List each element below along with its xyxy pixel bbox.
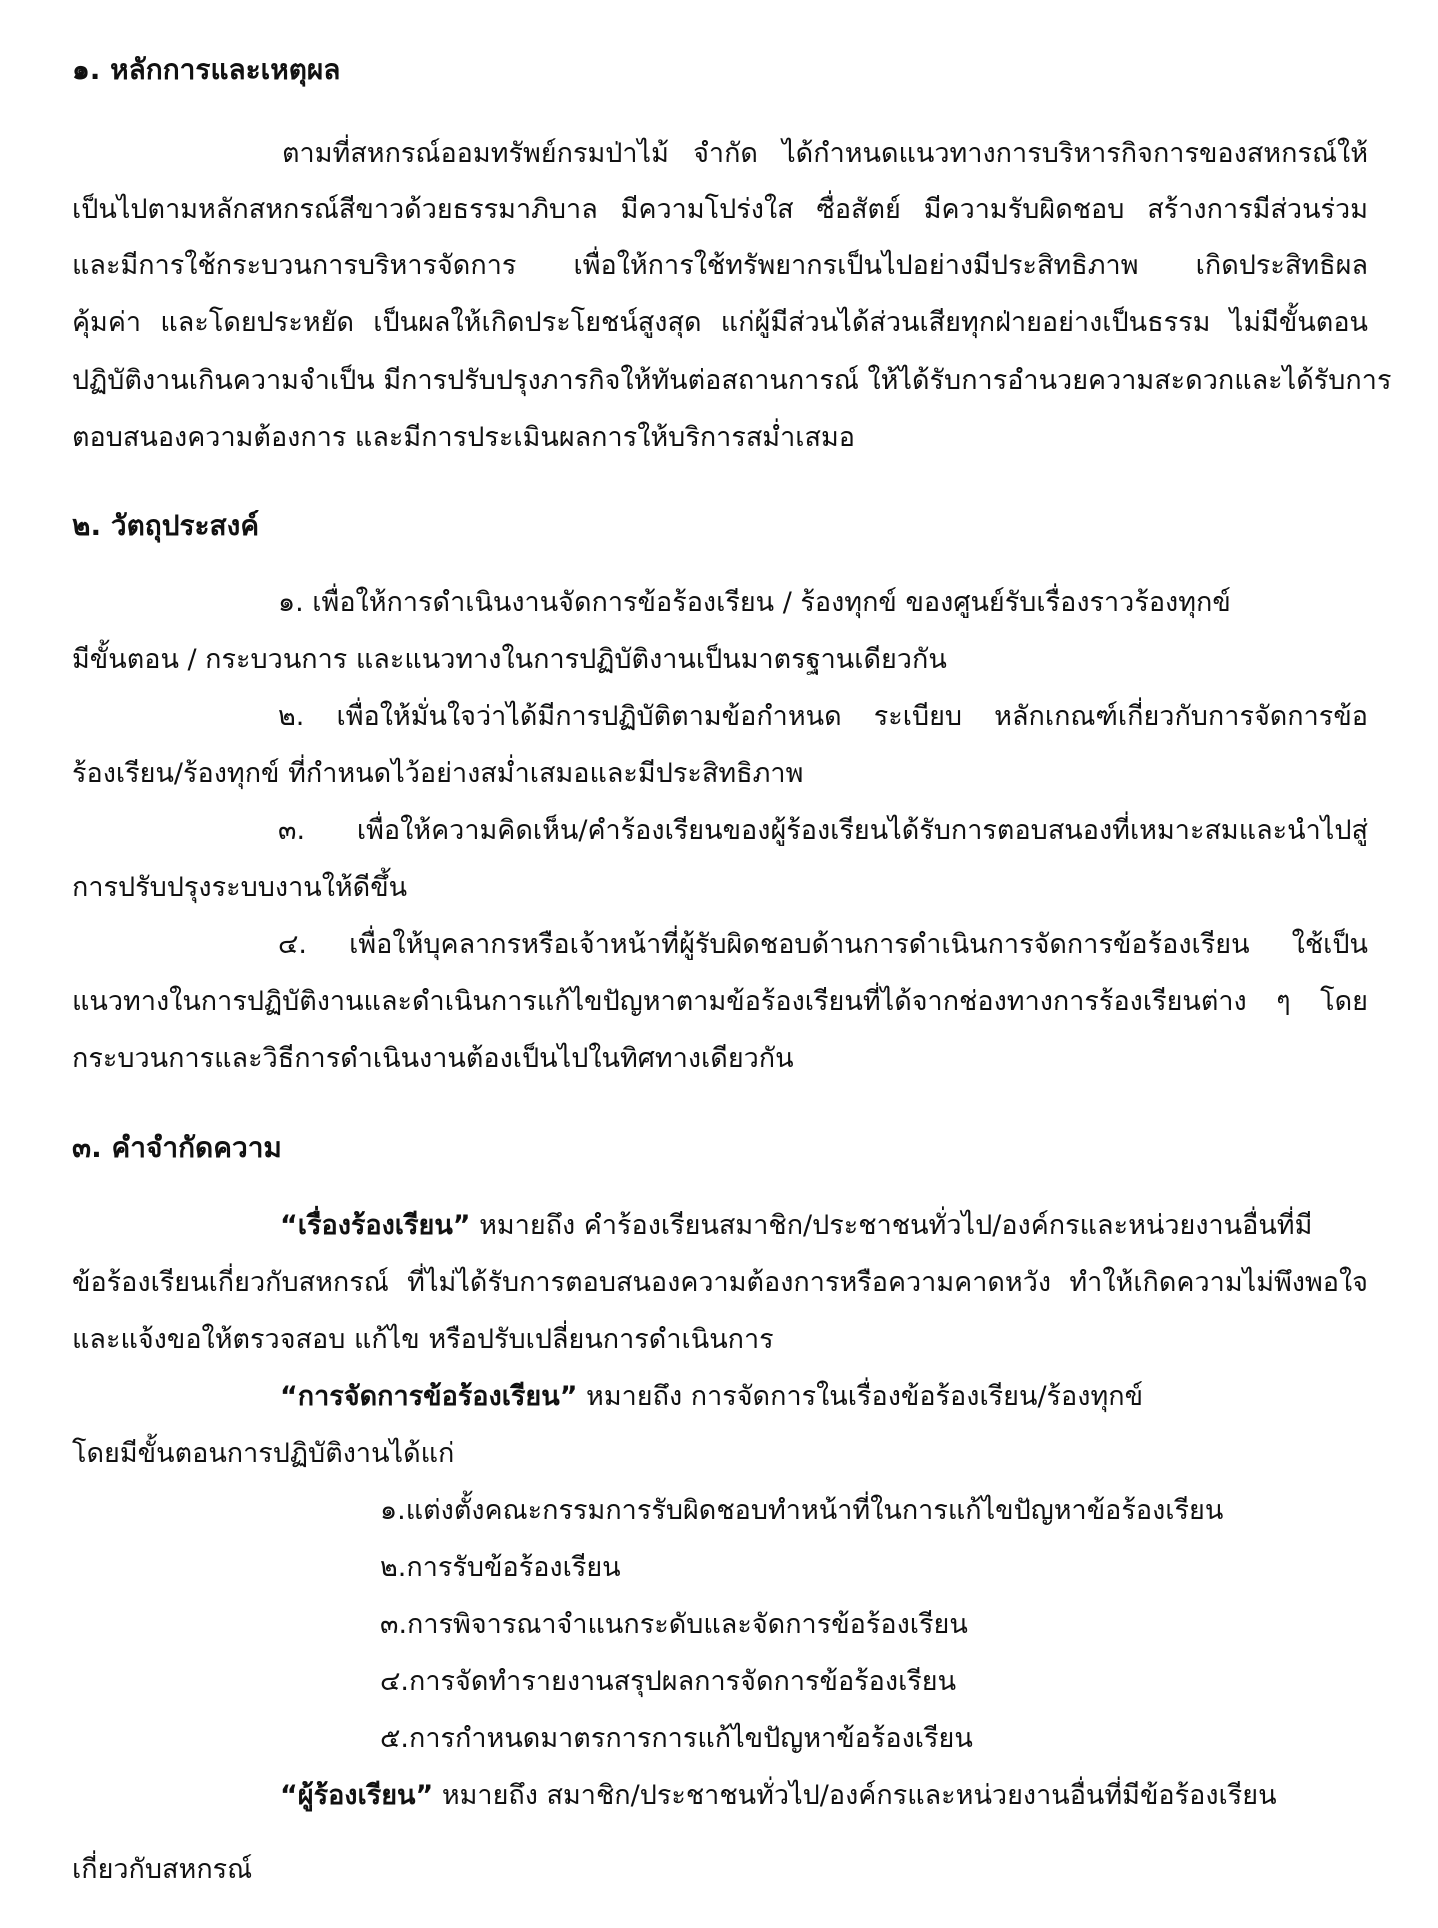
definition-3-text: หมายถึง สมาชิก/ประชาชนทั่วไป/องค์กรและหน่วยงานอื่นที่มีข้อร้องเรียน <box>433 1780 1277 1811</box>
section-3-heading: ๓. คำจำกัดความ <box>72 1131 282 1164</box>
objective-3-line-1: ๓. เพื่อให้ความคิดเห็น/คำร้องเรียนของผู้ร้องเรียนได้รับการตอบสนองที่เหมาะสมและนำไปสู่ <box>278 815 1368 846</box>
objective-1-line-1: ๑. เพื่อให้การดำเนินงานจัดการข้อร้องเรียน / ร้องทุกข์ ของศูนย์รับเรื่องราวร้องทุกข์ <box>278 587 1231 618</box>
section-1-line-1: ตามที่สหกรณ์ออมทรัพย์กรมป่าไม้ จำกัด ได้กำหนดแนวทางการบริหารกิจการของสหกรณ์ให้ <box>282 138 1368 169</box>
process-step-4: ๔.การจัดทำรายงานสรุปผลการจัดการข้อร้องเรียน <box>380 1666 957 1697</box>
section-1-heading: ๑. หลักการและเหตุผล <box>72 53 341 86</box>
process-step-5: ๕.การกำหนดมาตรการการแก้ไขปัญหาข้อร้องเรียน <box>380 1723 973 1754</box>
section-2-heading: ๒. วัตถุประสงค์ <box>72 509 260 542</box>
definition-3-first-line <box>280 1778 1277 1814</box>
objective-1-line-2: มีขั้นตอน / กระบวนการ และแนวทางในการปฏิบัติงานเป็นมาตรฐานเดียวกัน <box>72 644 947 675</box>
objective-2-line-2: ร้องเรียน/ร้องทุกข์ ที่กำหนดไว้อย่างสม่ำเสมอและมีประสิทธิภาพ <box>72 758 804 789</box>
definition-2-term: “การจัดการข้อร้องเรียน” <box>280 1381 578 1412</box>
process-step-1: ๑.แต่งตั้งคณะกรรมการรับผิดชอบทำหน้าที่ในการแก้ไขปัญหาข้อร้องเรียน <box>380 1495 1224 1526</box>
section-1-line-4: คุ้มค่า และโดยประหยัด เป็นผลให้เกิดประโยชน์สูงสุด แก่ผู้มีส่วนได้ส่วนเสียทุกฝ่ายอย่างเป็นธรรม ไม่มีขั้นตอน <box>72 307 1368 338</box>
section-1-line-3: และมีการใช้กระบวนการบริหารจัดการ เพื่อให้การใช้ทรัพยากรเป็นไปอย่างมีประสิทธิภาพ เกิดประสิทธิผล <box>72 250 1368 281</box>
definition-1-line-2: ข้อร้องเรียนเกี่ยวกับสหกรณ์ ที่ไม่ได้รับการตอบสนองความต้องการหรือความคาดหวัง ทำให้เกิดความไม่พึงพอใจ <box>72 1267 1368 1298</box>
objective-4-line-2: แนวทางในการปฏิบัติงานและดำเนินการแก้ไขปัญหาตามข้อร้องเรียนที่ได้จากช่องทางการร้องเรียนต่าง ๆ โดย <box>72 986 1368 1017</box>
definition-1-line-3: และแจ้งขอให้ตรวจสอบ แก้ไข หรือปรับเปลี่ยนการดำเนินการ <box>72 1324 774 1355</box>
definition-2-line-2: โดยมีขั้นตอนการปฏิบัติงานได้แก่ <box>72 1438 455 1469</box>
objective-3-line-2: การปรับปรุงระบบงานให้ดีขึ้น <box>72 872 408 903</box>
definition-1-first-line <box>280 1208 1312 1244</box>
definition-3-term: “ผู้ร้องเรียน” <box>280 1780 434 1811</box>
process-step-3: ๓.การพิจารณาจำแนกระดับและจัดการข้อร้องเรียน <box>380 1609 968 1640</box>
section-1-line-2: เป็นไปตามหลักสหกรณ์สีขาวด้วยธรรมาภิบาล มีความโปร่งใส ซื่อสัตย์ มีความรับผิดชอบ สร้างการมีส่วนร่วม <box>72 194 1368 225</box>
definition-1-term: “เรื่องร้องเรียน” <box>280 1210 471 1241</box>
section-1-line-5: ปฏิบัติงานเกินความจำเป็น มีการปรับปรุงภารกิจให้ทันต่อสถานการณ์ ให้ได้รับการอำนวยความสะดวกและได้รับการ <box>72 365 1392 396</box>
definition-2-first-line <box>280 1379 1143 1415</box>
definition-2-text: หมายถึง การจัดการในเรื่องข้อร้องเรียน/ร้องทุกข์ <box>577 1381 1144 1412</box>
definition-3-line-2: เกี่ยวกับสหกรณ์ <box>72 1854 253 1885</box>
objective-4-line-1: ๔. เพื่อให้บุคลากรหรือเจ้าหน้าที่ผู้รับผิดชอบด้านการดำเนินการจัดการข้อร้องเรียน ใช้เป็น <box>278 929 1368 960</box>
objective-2-line-1: ๒. เพื่อให้มั่นใจว่าได้มีการปฏิบัติตามข้อกำหนด ระเบียบ หลักเกณฑ์เกี่ยวกับการจัดการข้อ <box>278 701 1368 732</box>
definition-1-text: หมายถึง คำร้องเรียนสมาชิก/ประชาชนทั่วไป/องค์กรและหน่วยงานอื่นที่มี <box>470 1210 1313 1241</box>
objective-4-line-3: กระบวนการและวิธีการดำเนินงานต้องเป็นไปในทิศทางเดียวกัน <box>72 1043 794 1074</box>
process-step-2: ๒.การรับข้อร้องเรียน <box>380 1552 621 1583</box>
section-1-line-6: ตอบสนองความต้องการ และมีการประเมินผลการให้บริการสม่ำเสมอ <box>72 422 855 453</box>
